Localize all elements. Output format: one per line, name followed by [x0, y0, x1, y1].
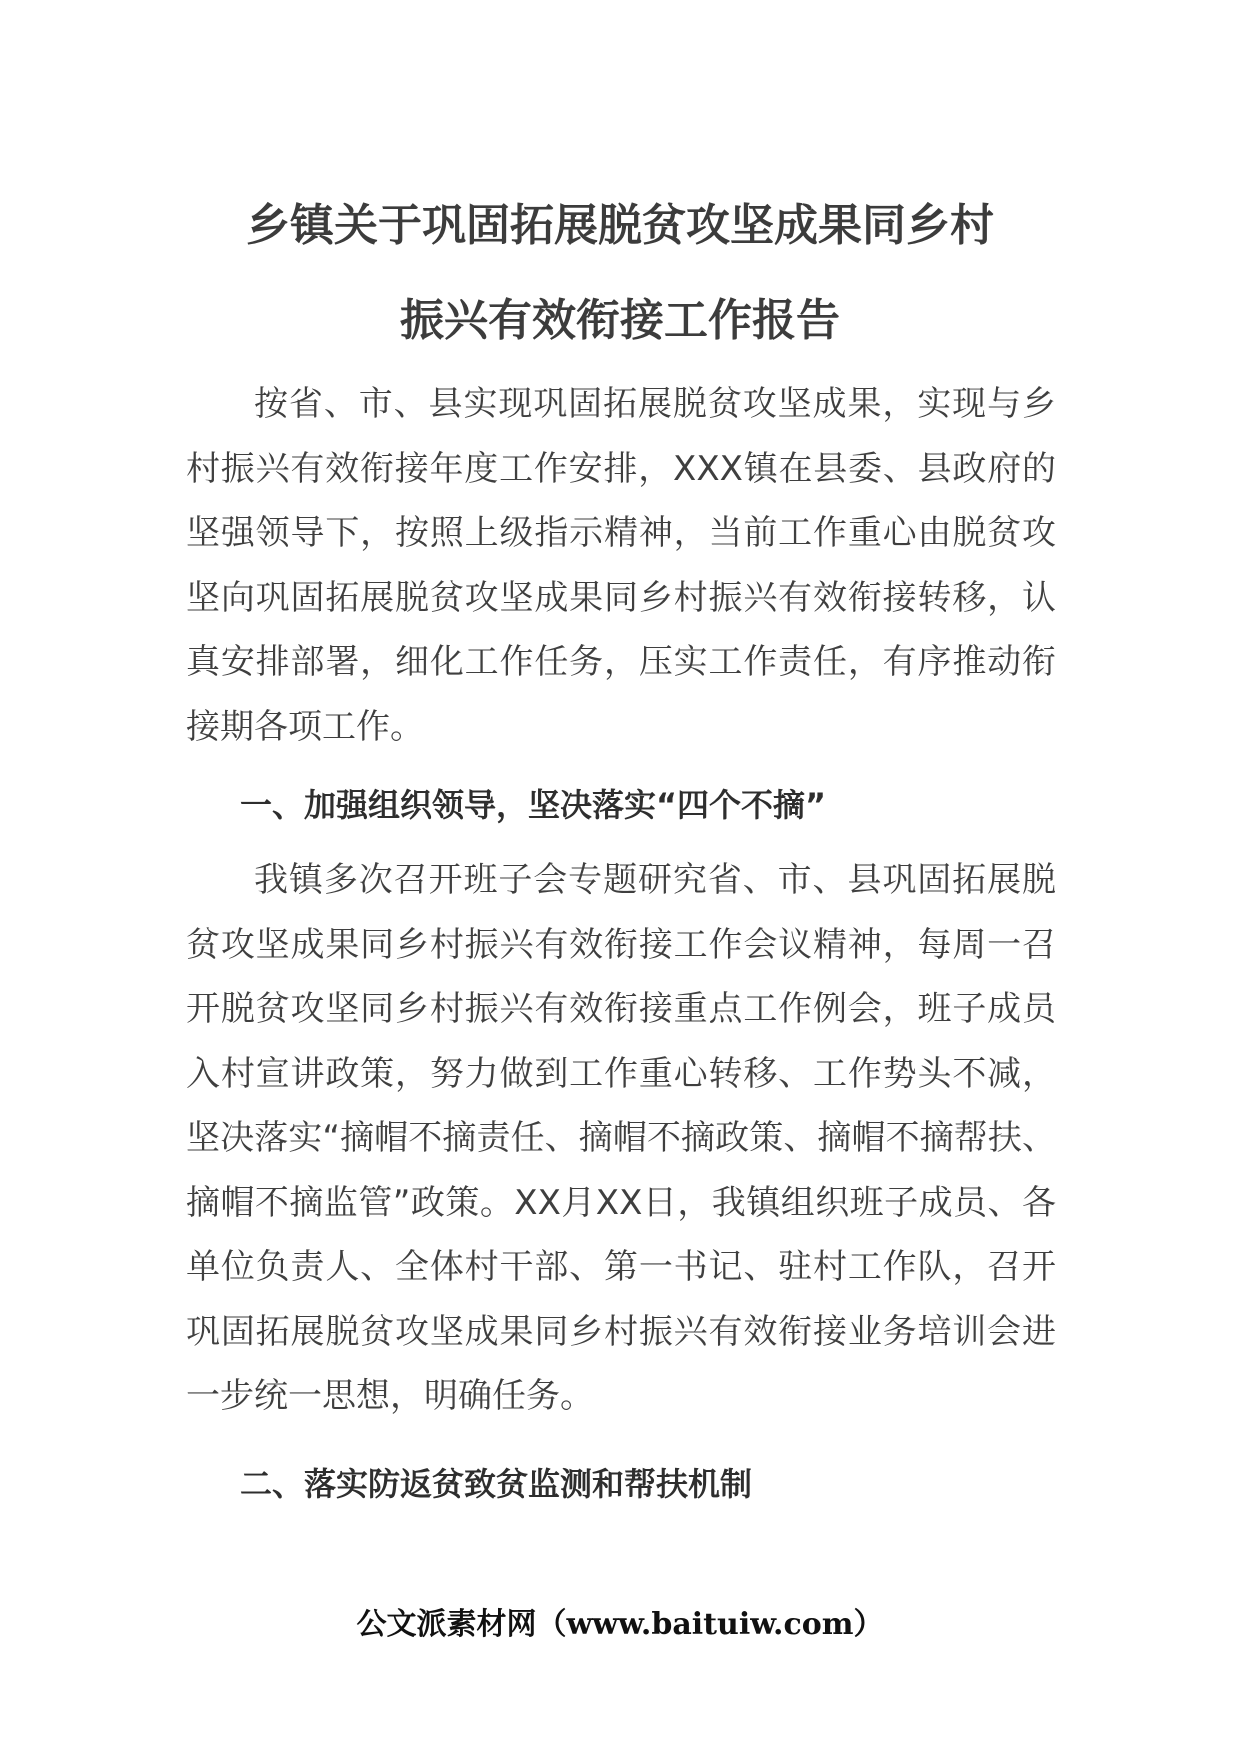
document-title-line-1: 乡镇关于巩固拓展脱贫攻坚成果同乡村	[246, 200, 994, 251]
document-title-line-2: 振兴有效衔接工作报告	[400, 295, 840, 346]
section-1-paragraph: 我镇多次召开班子会专题研究省、市、县巩固拓展脱贫攻坚成果同乡村振兴有效衔接工作会议精神，每周一召开脱贫攻坚同乡村振兴有效衔接重点工作例会，班子成员入村宣讲政策，努力做到工作重心转移、工作势头不减，坚决落实“摘帽不摘责任、摘帽不摘政策、摘帽不摘帮扶、摘帽不摘监管”政策。XX月XX日，我镇组织班子成员、各单位负责人、全体村干部、第一书记、驻村工作队，召开巩固拓展脱贫攻坚成果同乡村振兴有效衔接业务培训会进一步统一思想，明确任务。	[186, 860, 1056, 1416]
section-1-heading: 一、加强组织领导，坚决落实“四个不摘”	[240, 786, 827, 824]
footer-watermark: 公文派素材网（www.baituiw.com）	[356, 1607, 884, 1642]
section-2-heading: 二、落实防返贫致贫监测和帮扶机制	[240, 1465, 753, 1503]
intro-paragraph: 按省、市、县实现巩固拓展脱贫攻坚成果，实现与乡村振兴有效衔接年度工作安排，XXX镇在县委、县政府的坚强领导下，按照上级指示精神，当前工作重心由脱贫攻坚向巩固拓展脱贫攻坚成果同乡村振兴有效衔接转移，认真安排部署，细化工作任务，压实工作责任，有序推动衔接期各项工作。	[186, 384, 1056, 747]
